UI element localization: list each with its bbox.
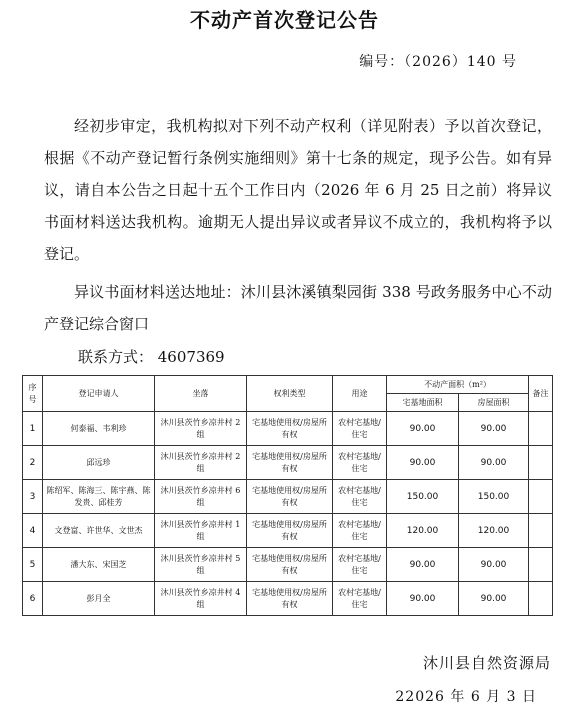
cell-location: 沐川县茨竹乡凉井村 2 组 [155, 446, 247, 480]
cell-house-area: 90.00 [459, 548, 529, 582]
notice-body-paragraph: 经初步审定，我机构拟对下列不动产权利（详见附表）予以首次登记，根据《不动产登记暂行条例实施细则》第十七条的规定，现予公告。如有异议，请自本公告之日起十五个工作日内（2026 年 6 月 25 日之前）将异议书面材料送达我机构。逾期无人提出异议或者异议不成立的，我机构将予以登记。 [44, 117, 552, 263]
document-number: 编号：（2026）140 号 [359, 54, 517, 70]
table-row [23, 446, 553, 480]
header-right-type: 权利类型 [247, 376, 333, 412]
cell-applicant: 何泰福、韦利珍 [43, 412, 155, 446]
issue-date: 22026 年 6 月 3 日 [395, 689, 537, 705]
cell-land-area: 90.00 [387, 446, 459, 480]
cell-land-area: 120.00 [387, 514, 459, 548]
cell-seq: 2 [23, 446, 43, 480]
cell-house-area: 150.00 [459, 480, 529, 514]
cell-applicant: 文登富、许世华、文世杰 [43, 514, 155, 548]
cell-land-area: 90.00 [387, 412, 459, 446]
cell-house-area: 120.00 [459, 514, 529, 548]
registration-table [22, 375, 553, 616]
header-usage: 用途 [333, 376, 387, 412]
cell-house-area: 90.00 [459, 582, 529, 616]
objection-address-paragraph: 异议书面材料送达地址：沐川县沐溪镇梨园街 338 号政务服务中心不动产登记综合窗口 [44, 283, 552, 333]
issuing-organization: 沐川县自然资源局 [422, 654, 551, 672]
header-seq: 序号 [23, 376, 43, 412]
cell-note [529, 582, 553, 616]
cell-house-area: 90.00 [459, 446, 529, 480]
cell-right-type: 宅基地使用权/房屋所有权 [247, 582, 333, 616]
cell-seq: 3 [23, 480, 43, 514]
header-note: 备注 [529, 376, 553, 412]
cell-note [529, 548, 553, 582]
table-row [23, 480, 553, 514]
cell-right-type: 宅基地使用权/房屋所有权 [247, 480, 333, 514]
table-row [23, 412, 553, 446]
cell-land-area: 90.00 [387, 548, 459, 582]
cell-usage: 农村宅基地/住宅 [333, 412, 387, 446]
cell-seq: 4 [23, 514, 43, 548]
cell-location: 沐川县茨竹乡凉井村 6 组 [155, 480, 247, 514]
cell-usage: 农村宅基地/住宅 [333, 514, 387, 548]
cell-applicant: 邱远珍 [43, 446, 155, 480]
cell-right-type: 宅基地使用权/房屋所有权 [247, 446, 333, 480]
cell-right-type: 宅基地使用权/房屋所有权 [247, 548, 333, 582]
table-row [23, 514, 553, 548]
cell-applicant: 彭月全 [43, 582, 155, 616]
cell-note [529, 514, 553, 548]
cell-usage: 农村宅基地/住宅 [333, 548, 387, 582]
cell-location: 沐川县茨竹乡凉井村 4 组 [155, 582, 247, 616]
header-applicant: 登记申请人 [43, 376, 155, 412]
cell-land-area: 90.00 [387, 582, 459, 616]
cell-applicant: 潘大东、宋国芝 [43, 548, 155, 582]
cell-seq: 5 [23, 548, 43, 582]
notice-title: 不动产首次登记公告 [190, 8, 379, 32]
cell-location: 沐川县茨竹乡凉井村 5 组 [155, 548, 247, 582]
cell-note [529, 412, 553, 446]
header-house-area: 房屋面积 [459, 394, 529, 412]
cell-note [529, 446, 553, 480]
cell-note [529, 480, 553, 514]
cell-house-area: 90.00 [459, 412, 529, 446]
cell-usage: 农村宅基地/住宅 [333, 480, 387, 514]
table-row [23, 548, 553, 582]
table-row [23, 582, 553, 616]
cell-location: 沐川县茨竹乡凉井村 2 组 [155, 412, 247, 446]
cell-land-area: 150.00 [387, 480, 459, 514]
cell-usage: 农村宅基地/住宅 [333, 582, 387, 616]
contact-line: 联系方式： 4607369 [78, 348, 225, 366]
cell-location: 沐川县茨竹乡凉井村 1 组 [155, 514, 247, 548]
cell-seq: 1 [23, 412, 43, 446]
header-area-group: 不动产面积（m²） [387, 376, 529, 394]
cell-seq: 6 [23, 582, 43, 616]
cell-right-type: 宅基地使用权/房屋所有权 [247, 514, 333, 548]
cell-applicant: 陈绍军、陈海三、陈宇燕、陈发贵、邱桂芳 [43, 480, 155, 514]
cell-usage: 农村宅基地/住宅 [333, 446, 387, 480]
cell-right-type: 宅基地使用权/房屋所有权 [247, 412, 333, 446]
header-land-area: 宅基地面积 [387, 394, 459, 412]
header-location: 坐落 [155, 376, 247, 412]
